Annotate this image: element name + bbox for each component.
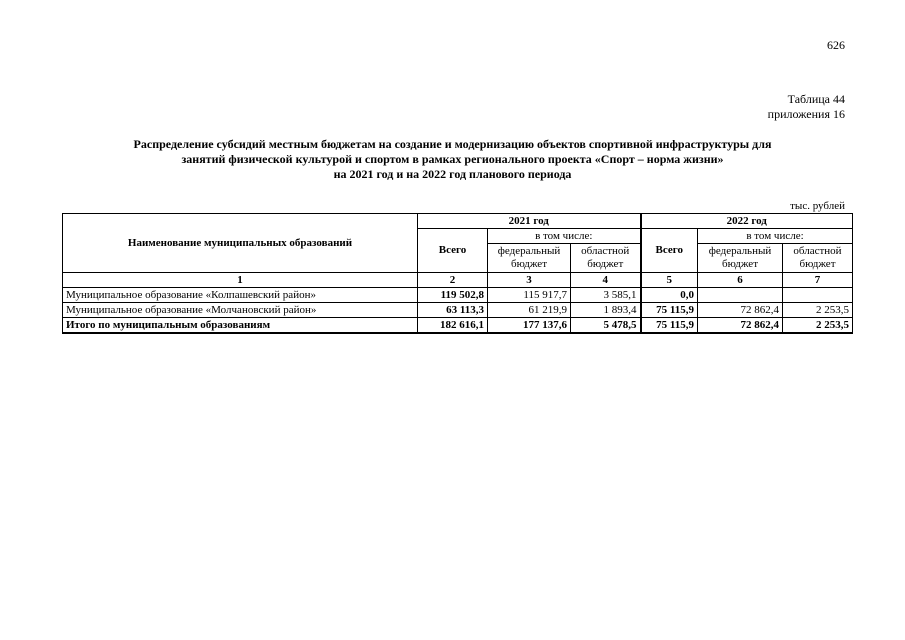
federal-2022-cell: 72 862,4 [698, 318, 783, 334]
title-line3: на 2021 год и на 2022 год планового периода [333, 167, 572, 181]
header-year-2021: 2021 год [418, 214, 641, 229]
column-numbers-row [63, 273, 853, 288]
col-number: 5 [641, 273, 698, 288]
total-2021-cell: 182 616,1 [418, 318, 488, 334]
federal-2021-cell: 61 219,9 [488, 303, 571, 318]
header-municipality: Наименование муниципальных образований [63, 214, 418, 273]
regional-2022-cell: 2 253,5 [783, 303, 853, 318]
col-number: 7 [783, 273, 853, 288]
units-label: тыс. рублей [790, 200, 845, 212]
total-2021-cell: 63 113,3 [418, 303, 488, 318]
subsidies-table [62, 213, 853, 334]
header-federal-2021 [488, 244, 571, 273]
regional-2021-cell: 1 893,4 [571, 303, 641, 318]
header-regional-2021 [571, 244, 641, 273]
header-regional-2021-line1: областной [581, 245, 630, 257]
table-row [63, 288, 853, 303]
table-ref-line2: приложения 16 [767, 107, 845, 121]
title-line2: занятий физической культурой и спортом в рамках регионального проекта «Спорт – норма жизни» [181, 152, 724, 166]
header-year-2022: 2022 год [641, 214, 853, 229]
table-row [63, 303, 853, 318]
regional-2022-cell [783, 288, 853, 303]
regional-2021-cell: 3 585,1 [571, 288, 641, 303]
municipality-name: Муниципальное образование «Колпашевский район» [63, 288, 418, 303]
total-2022-cell: 0,0 [641, 288, 698, 303]
header-federal-2021-line1: федеральный [497, 245, 561, 257]
document-title [60, 137, 845, 182]
federal-2021-cell: 115 917,7 [488, 288, 571, 303]
header-regional-2021-line2: бюджет [587, 258, 624, 270]
federal-2022-cell: 72 862,4 [698, 303, 783, 318]
header-total-2022: Всего [641, 229, 698, 273]
header-regional-2022 [783, 244, 853, 273]
header-total-2021: Всего [418, 229, 488, 273]
total-2022-cell: 75 115,9 [641, 318, 698, 334]
title-line1: Распределение субсидий местным бюджетам на создание и модернизацию объектов спортивной инфраструктуры для [133, 137, 772, 151]
header-row-1 [63, 214, 853, 229]
col-number: 6 [698, 273, 783, 288]
col-number: 1 [63, 273, 418, 288]
municipality-name: Муниципальное образование «Молчановский район» [63, 303, 418, 318]
header-regional-2022-line1: областной [793, 245, 842, 257]
header-federal-2021-line2: бюджет [511, 258, 547, 270]
col-number: 4 [571, 273, 641, 288]
header-including-2021: в том числе: [488, 229, 641, 244]
total-row [63, 318, 853, 334]
total-2022-cell: 75 115,9 [641, 303, 698, 318]
header-federal-2022 [698, 244, 783, 273]
table-ref-line1: Таблица 44 [787, 92, 845, 106]
page-number: 626 [827, 38, 845, 52]
total-row-label: Итого по муниципальным образованиям [63, 318, 418, 334]
table-reference [768, 92, 845, 122]
col-number: 3 [488, 273, 571, 288]
header-federal-2022-line1: федеральный [708, 245, 772, 257]
header-federal-2022-line2: бюджет [722, 258, 758, 270]
header-including-2022: в том числе: [698, 229, 853, 244]
federal-2022-cell [698, 288, 783, 303]
total-2021-cell: 119 502,8 [418, 288, 488, 303]
regional-2022-cell: 2 253,5 [783, 318, 853, 334]
header-regional-2022-line2: бюджет [799, 258, 836, 270]
regional-2021-cell: 5 478,5 [571, 318, 641, 334]
federal-2021-cell: 177 137,6 [488, 318, 571, 334]
col-number: 2 [418, 273, 488, 288]
